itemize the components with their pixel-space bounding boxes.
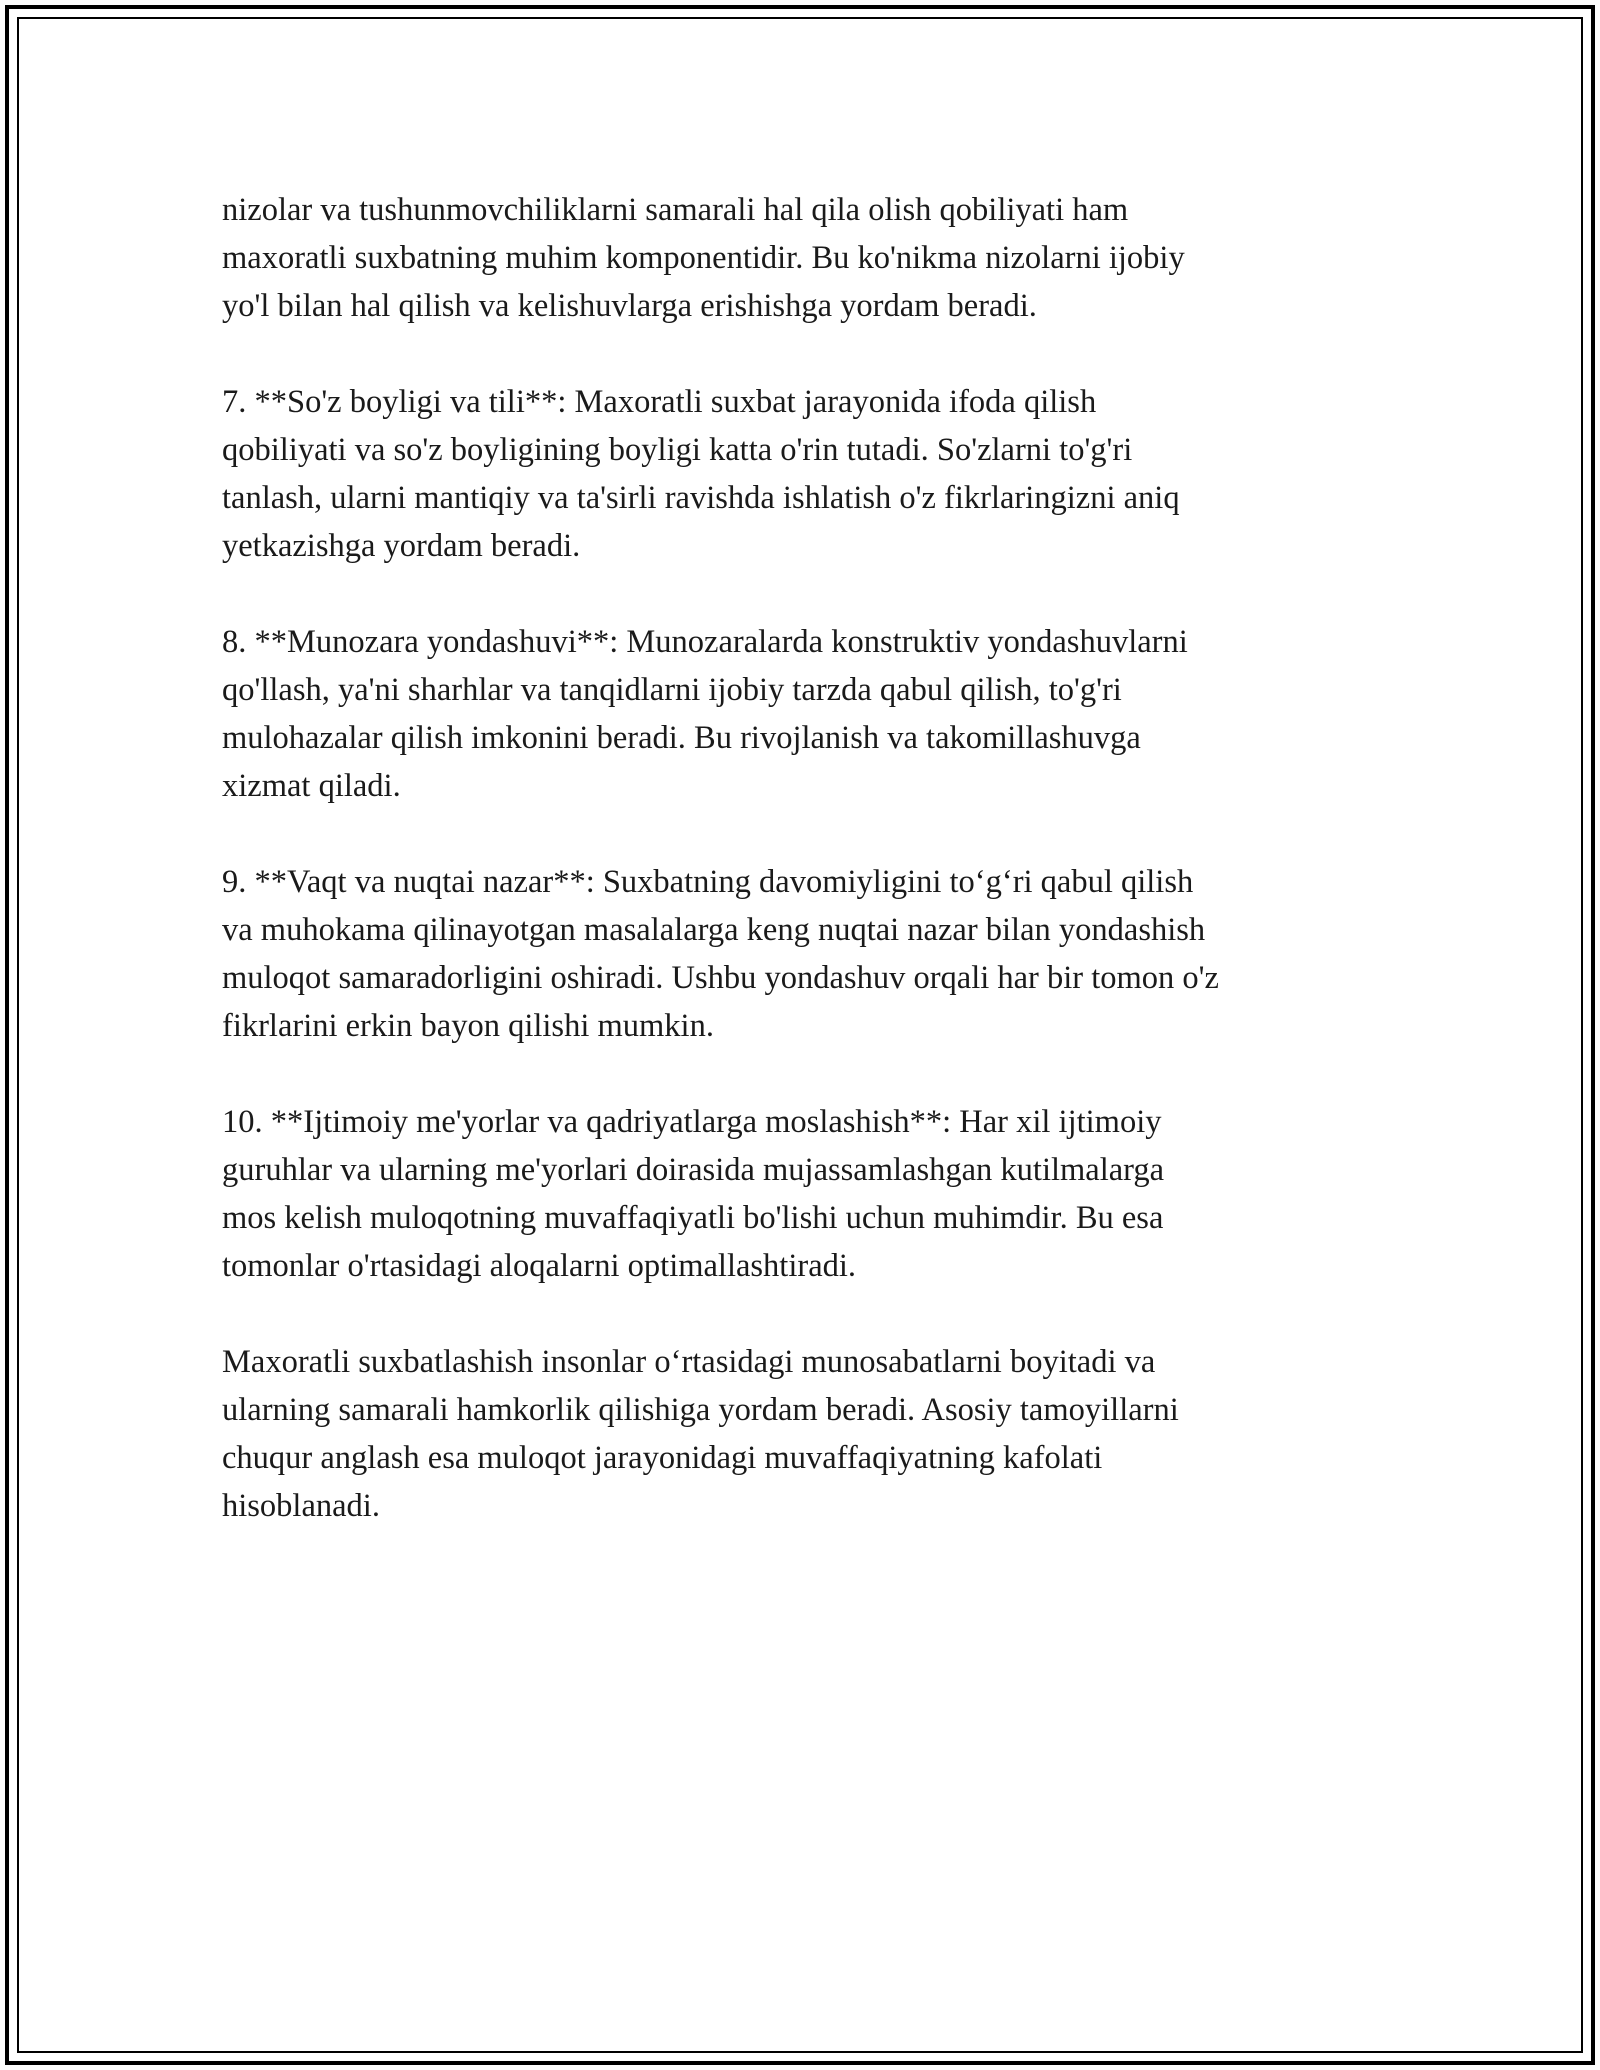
paragraph-item-8 bbox=[222, 618, 1382, 810]
paragraph-conclusion bbox=[222, 1338, 1382, 1530]
text-line: maxoratli suxbatning muhim komponentidir. Bu ko'nikma nizolarni ijobiy bbox=[222, 240, 1185, 276]
text-line: fikrlarini erkin bayon qilishi mumkin. bbox=[222, 1008, 714, 1044]
text-line: ularning samarali hamkorlik qilishiga yordam beradi. Asosiy tamoyillarni bbox=[222, 1392, 1179, 1428]
document-body bbox=[222, 186, 1382, 1578]
text-line: yetkazishga yordam beradi. bbox=[222, 528, 581, 564]
text-line: hisoblanadi. bbox=[222, 1488, 380, 1524]
text-line: va muhokama qilinayotgan masalalarga keng nuqtai nazar bilan yondashish bbox=[222, 912, 1206, 948]
text-line: Maxoratli suxbatlashish insonlar o‘rtasidagi munosabatlarni boyitadi va bbox=[222, 1344, 1156, 1380]
text-line: yo'l bilan hal qilish va kelishuvlarga erishishga yordam beradi. bbox=[222, 288, 1037, 324]
text-line: nizolar va tushunmovchiliklarni samarali hal qila olish qobiliyati ham bbox=[222, 192, 1129, 228]
text-line: tomonlar o'rtasidagi aloqalarni optimallashtiradi. bbox=[222, 1248, 857, 1284]
text-line: qo'llash, ya'ni sharhlar va tanqidlarni ijobiy tarzda qabul qilish, to'g'ri bbox=[222, 672, 1122, 708]
text-line: 8. **Munozara yondashuvi**: Munozaralarda konstruktiv yondashuvlarni bbox=[222, 624, 1188, 660]
text-line: tanlash, ularni mantiqiy va ta'sirli ravishda ishlatish o'z fikrlaringizni aniq bbox=[222, 480, 1180, 516]
text-line: 9. **Vaqt va nuqtai nazar**: Suxbatning davomiyligini to‘g‘ri qabul qilish bbox=[222, 864, 1194, 900]
text-line: guruhlar va ularning me'yorlari doirasida mujassamlashgan kutilmalarga bbox=[222, 1152, 1165, 1188]
text-line: 7. **So'z boyligi va tili**: Maxoratli suxbat jarayonida ifoda qilish bbox=[222, 384, 1097, 420]
paragraph-conflict-resolution bbox=[222, 186, 1382, 330]
text-line: muloqot samaradorligini oshiradi. Ushbu yondashuv orqali har bir tomon o'z bbox=[222, 960, 1219, 996]
text-line: mulohazalar qilish imkonini beradi. Bu rivojlanish va takomillashuvga bbox=[222, 720, 1141, 756]
text-line: chuqur anglash esa muloqot jarayonidagi muvaffaqiyatning kafolati bbox=[222, 1440, 1103, 1476]
text-line: xizmat qiladi. bbox=[222, 768, 401, 804]
text-line: mos kelish muloqotning muvaffaqiyatli bo'lishi uchun muhimdir. Bu esa bbox=[222, 1200, 1164, 1236]
text-line: qobiliyati va so'z boyligining boyligi katta o'rin tutadi. So'zlarni to'g'ri bbox=[222, 432, 1133, 468]
paragraph-item-9 bbox=[222, 858, 1382, 1050]
text-line: 10. **Ijtimoiy me'yorlar va qadriyatlarga moslashish**: Har xil ijtimoiy bbox=[222, 1104, 1162, 1140]
paragraph-item-7 bbox=[222, 378, 1382, 570]
paragraph-item-10 bbox=[222, 1098, 1382, 1290]
